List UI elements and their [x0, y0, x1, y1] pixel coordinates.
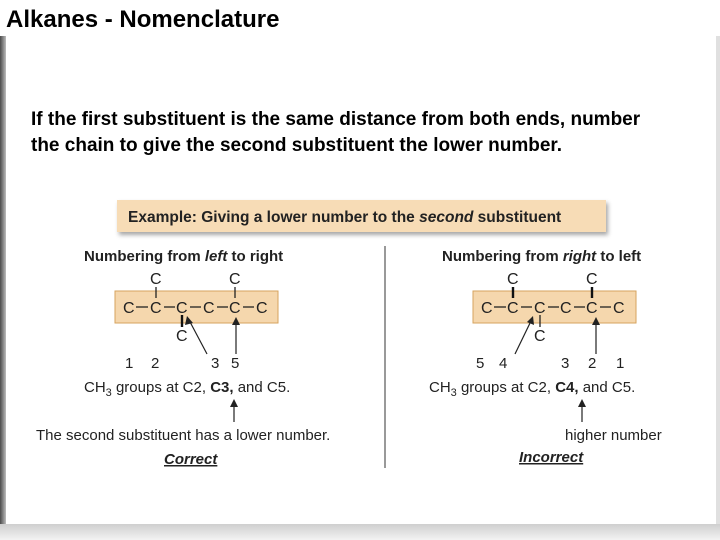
left-sub-c5: C — [229, 271, 241, 288]
left-pos-3: 3 — [211, 355, 220, 372]
left-verdict: Correct — [164, 451, 218, 468]
left-pos-2: 2 — [151, 355, 160, 372]
right-chain-c1: C — [613, 300, 625, 317]
example-banner-text: Example: Giving a lower number to the second substituent — [128, 209, 562, 226]
right-pos-1: 1 — [616, 355, 625, 372]
left-groups-text: $CH_3$ groups at C2, C3, and C5. — [84, 379, 291, 399]
right-pos-4: 4 — [499, 355, 508, 372]
left-header: Numbering from left to right — [84, 248, 284, 265]
right-sub-c2: C — [586, 271, 598, 288]
right-verdict: Incorrect — [519, 449, 584, 466]
right-chain-c2: C — [586, 300, 598, 317]
left-note: The second substituent has a lower number. — [36, 427, 331, 444]
right-note: higher number — [565, 427, 662, 444]
slide-title: Alkanes - Nomenclature — [6, 6, 280, 33]
right-pos-2: 2 — [588, 355, 597, 372]
right-groups-text: $CH_3$ groups at C2, C4, and C5. — [429, 379, 636, 399]
right-chain-c4: C — [534, 300, 546, 317]
left-chain-c4: C — [203, 300, 215, 317]
right-chain-c6: C — [481, 300, 493, 317]
right-sub-c4: C — [534, 328, 546, 345]
right-chain-c3: C — [560, 300, 572, 317]
right-sub-c5: C — [507, 271, 519, 288]
right-chain-c5: C — [507, 300, 519, 317]
left-panel — [36, 248, 330, 468]
left-chain-c6: C — [256, 300, 268, 317]
left-sub-c3: C — [176, 328, 188, 345]
left-pos-5: 5 — [231, 355, 240, 372]
left-chain-c5: C — [229, 300, 241, 317]
slide-body-text: If the first substituent is the same distance from both ends, number the chain to give the second substituent the lower number. — [31, 109, 641, 156]
right-panel — [429, 248, 662, 466]
left-sub-c2: C — [150, 271, 162, 288]
right-pos-5: 5 — [476, 355, 485, 372]
left-pos-1: 1 — [125, 355, 134, 372]
left-chain-c2: C — [150, 300, 162, 317]
left-chain-c1: C — [123, 300, 135, 317]
right-pos-3: 3 — [561, 355, 570, 372]
left-chain-c3: C — [176, 300, 188, 317]
right-header: Numbering from right to left — [442, 248, 642, 265]
